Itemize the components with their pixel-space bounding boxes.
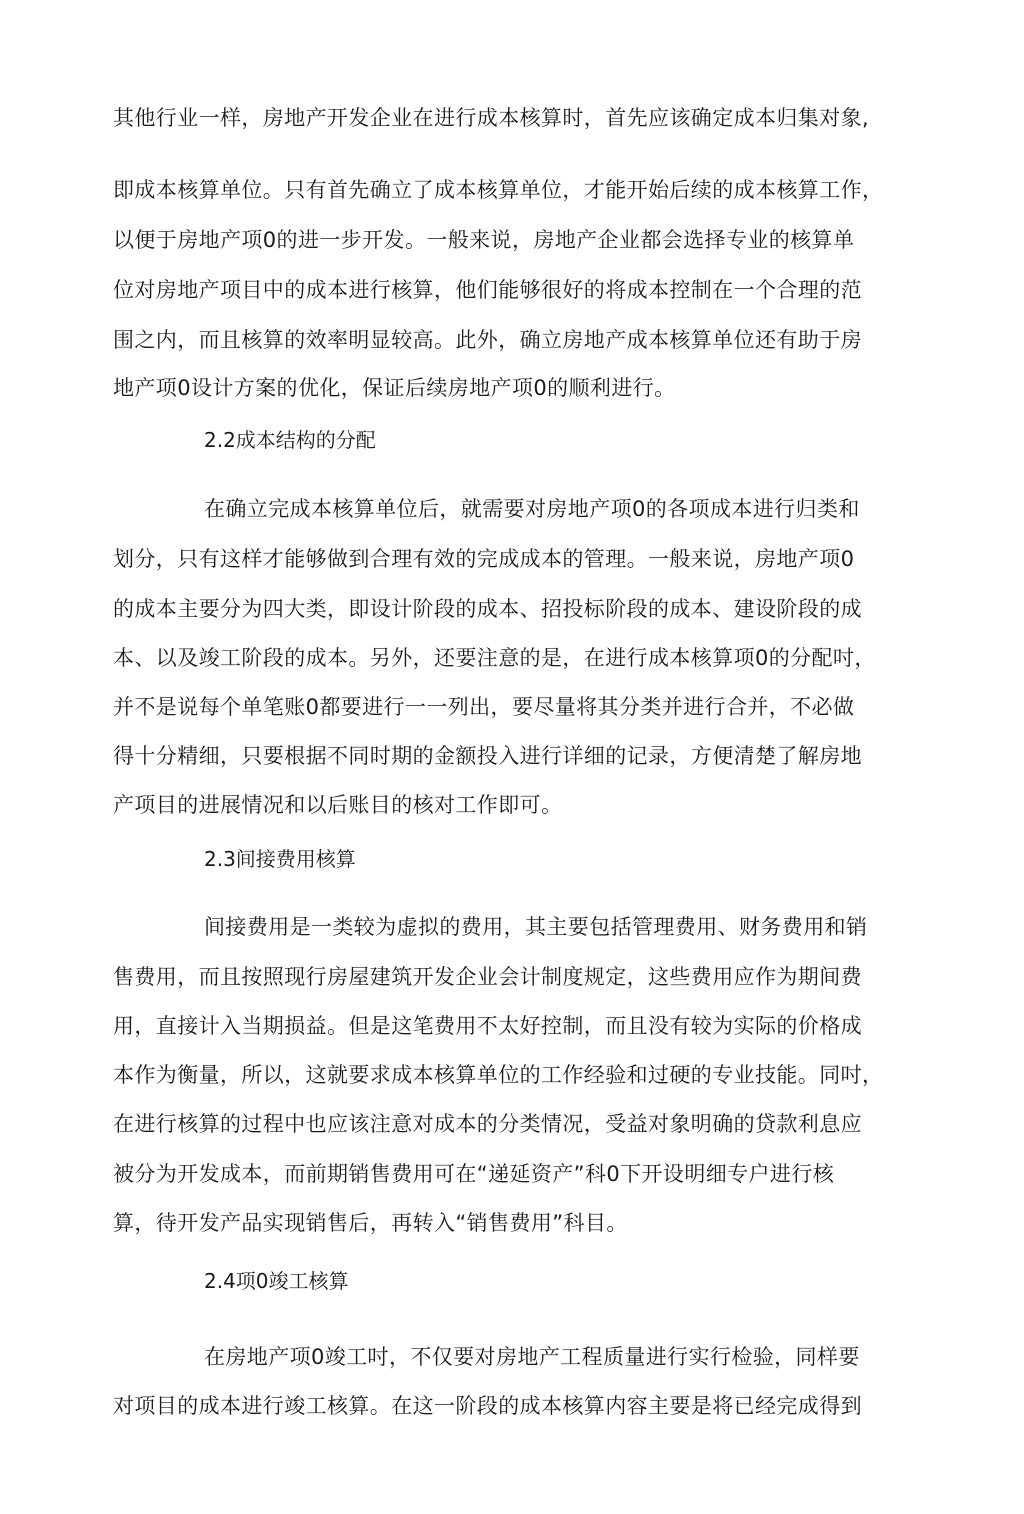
paragraph-1-line-1: 其他行业一样，房地产开发企业在进行成本核算时，首先应该确定成本归集对象, bbox=[113, 106, 870, 130]
paragraph-2-line-7: 产项目的进展情况和以后账目的核对工作即可。 bbox=[113, 793, 563, 817]
paragraph-1-line-3: 以便于房地产项0的进一步开发。一般来说，房地产企业都会选择专业的核算单 bbox=[113, 228, 855, 252]
section-heading-2-4: 2.4项0竣工核算 bbox=[204, 1269, 349, 1293]
paragraph-2-line-4: 本、以及竣工阶段的成本。另外，还要注意的是，在进行成本核算项0的分配吋， bbox=[113, 646, 876, 670]
paragraph-2-line-3: 的成本主要分为四大类，即设计阶段的成本、招投标阶段的成本、建设阶段的成 bbox=[113, 597, 862, 621]
paragraph-1-line-6: 地产项0设计方案的优化，保证后续房地产项0的顺利进行。 bbox=[113, 376, 676, 400]
section-heading-2-2: 2.2成本结构的分配 bbox=[204, 428, 376, 452]
paragraph-2-line-5: 并不是说每个单笔账0都要进行一一列出，要尽量将其分类并进行合并，不必做 bbox=[113, 695, 855, 719]
paragraph-3-line-6: 被分为开发成本，而前期销售费用可在“递延资产”科0下开设明细专户进行核 bbox=[113, 1162, 835, 1186]
paragraph-3-line-4: 本作为衡量，所以，这就要求成本核算单位的工作经验和过硬的专业技能。同吋， bbox=[113, 1063, 884, 1087]
paragraph-1-line-5: 围之内，而且核算的效率明显较高。此外，确立房地产成本核算单位还有助于房 bbox=[113, 328, 862, 352]
paragraph-3-line-5: 在进行核算的过程中也应该注意对成本的分类情况，受益对象明确的贷款利息应 bbox=[113, 1112, 862, 1136]
paragraph-2-line-1: 在确立完成本核算单位后，就需要对房地产项0的各项成本进行归类和 bbox=[204, 497, 860, 521]
paragraph-1-line-4: 位对房地产项目中的成本进行核算，他们能够很好的将成本控制在一个合理的范 bbox=[113, 278, 862, 302]
paragraph-2-line-6: 得十分精细，只要根据不同时期的金额投入进行详细的记录，方便清楚了解房地 bbox=[113, 744, 862, 768]
paragraph-2-line-2: 划分，只有这样才能够做到合理有效的完成成本的管理。一般来说，房地产项0 bbox=[113, 547, 855, 571]
paragraph-3-line-1: 间接费用是一类较为虚拟的费用，其主要包括管理费用、财务费用和销 bbox=[204, 915, 868, 939]
paragraph-3-line-3: 用，直接计入当期损益。但是这笔费用不太好控制，而且没有较为实际的价格成 bbox=[113, 1014, 862, 1038]
paragraph-4-line-2: 对项目的成本进行竣工核算。在这一阶段的成本核算内容主要是将已经完成得到 bbox=[113, 1394, 862, 1418]
paragraph-3-line-7: 算，待开发产品实现销售后，再转入“销售费用”科目。 bbox=[113, 1211, 628, 1235]
paragraph-4-line-1: 在房地产项0竣工吋，不仅要对房地产工程质量进行实行检验，同样要 bbox=[204, 1345, 860, 1369]
paragraph-3-line-2: 售费用，而且按照现行房屋建筑开发企业会计制度规定，这些费用应作为期间费 bbox=[113, 965, 862, 989]
paragraph-1-line-2: 即成本核算单位。只有首先确立了成本核算单位，才能开始后续的成本核算工作， bbox=[113, 178, 884, 202]
section-heading-2-3: 2.3间接费用核算 bbox=[204, 847, 356, 871]
